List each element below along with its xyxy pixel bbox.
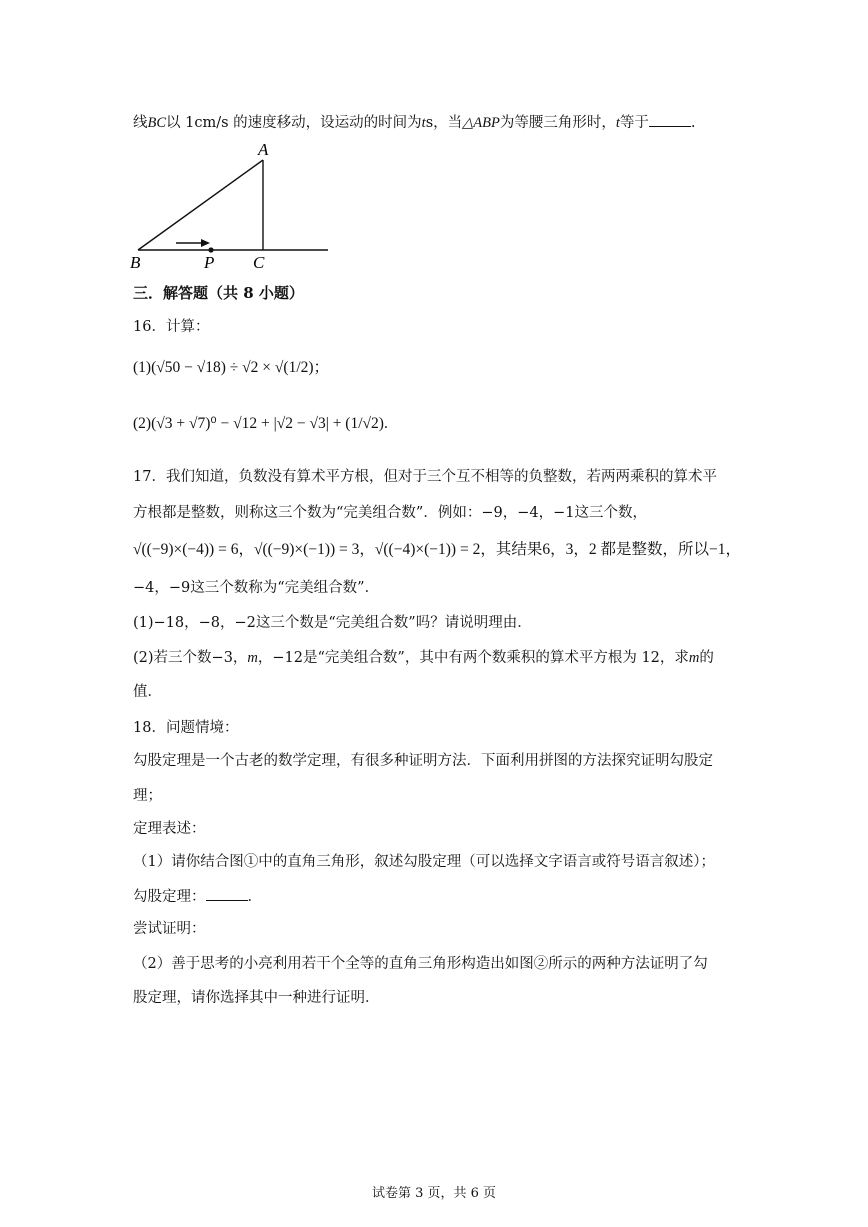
q17-line3: √((−9)×(−4)) = 6，√((−9)×(−1)) = 3，√((−4)×(−1)) = 2，其结果6，3，2 都是整数，所以−1， bbox=[133, 541, 741, 558]
q16-part2: (2)(√3 + √7)⁰ − √12 + |√2 − √3| + (1/√2). bbox=[133, 415, 388, 432]
problem-15-continuation bbox=[133, 112, 696, 133]
section-heading: 三．解答题（共 8 小题） bbox=[133, 284, 304, 302]
math-var: m bbox=[247, 650, 258, 666]
text-segment: 等于 bbox=[619, 115, 649, 131]
q17-line4: −4，−9这三个数称为“完美组合数”． bbox=[133, 580, 380, 596]
q16-part1: (1)(√50 − √18) ÷ √2 × √(1/2)； bbox=[133, 359, 330, 376]
q17-part2-end: 值． bbox=[133, 684, 162, 700]
text-segment: (2)若三个数−3， bbox=[133, 650, 248, 666]
answer-blank[interactable] bbox=[206, 886, 248, 901]
text-segment: 为等腰三角形时， bbox=[499, 115, 616, 131]
math-var: m bbox=[688, 650, 700, 666]
q18-line1: 勾股定理是一个古老的数学定理，有很多种证明方法．下面利用拼图的方法探究证明勾股定 bbox=[133, 753, 713, 769]
q18-title: 18．问题情境： bbox=[133, 720, 239, 736]
q18-line3: 定理表述： bbox=[133, 821, 206, 837]
point-p-dot bbox=[208, 247, 213, 252]
math-var: t bbox=[615, 115, 620, 131]
q18-line7: （2）善于思考的小亮利用若干个全等的直角三角形构造出如图②所示的两种方法证明了勾 bbox=[133, 956, 708, 972]
label-p: P bbox=[204, 253, 215, 272]
text-segment: 以 1cm/s 的速度移动，设运动的时间为 bbox=[166, 115, 422, 131]
q17-part1: (1)−18，−8，−2这三个数是“完美组合数”吗？请说明理由． bbox=[133, 615, 532, 631]
text-segment: 勾股定理： bbox=[133, 889, 206, 905]
label-a: A bbox=[258, 140, 269, 159]
triangle-figure bbox=[128, 140, 338, 275]
q16-title: 16．计算： bbox=[133, 319, 210, 335]
math-var: BC bbox=[147, 115, 167, 131]
text-segment: 线 bbox=[133, 115, 148, 131]
page-footer: 试卷第 3 页，共 6 页 bbox=[371, 1186, 497, 1201]
q18-line6: 尝试证明： bbox=[133, 921, 206, 937]
text-segment: ． bbox=[247, 889, 262, 905]
q18-line4: （1）请你结合图①中的直角三角形，叙述勾股定理（可以选择文字语言或符号语言叙述）； bbox=[133, 854, 715, 870]
answer-blank[interactable] bbox=[649, 112, 691, 127]
q17-line1: 17．我们知道，负数没有算术平方根，但对于三个互不相等的负整数，若两两乘积的算术平 bbox=[133, 469, 717, 485]
q18-line5 bbox=[133, 886, 262, 907]
text-segment: . bbox=[690, 115, 696, 131]
math-var: △ABP bbox=[462, 115, 500, 131]
math-var: t bbox=[421, 115, 426, 131]
text-segment: s，当 bbox=[425, 115, 463, 131]
q17-part2 bbox=[133, 648, 714, 668]
q18-line2: 理； bbox=[133, 788, 162, 804]
q17-line2: 方根都是整数，则称这三个数为“完美组合数”．例如：−9，−4，−1这三个数， bbox=[133, 505, 647, 521]
text-segment: ，−12是“完美组合数”，其中有两个数乘积的算术平方根为 12，求 bbox=[257, 650, 689, 666]
label-c: C bbox=[253, 253, 265, 272]
q18-line8: 股定理，请你选择其中一种进行证明． bbox=[133, 990, 380, 1006]
text-segment: 的 bbox=[699, 650, 714, 666]
label-b: B bbox=[130, 253, 141, 272]
